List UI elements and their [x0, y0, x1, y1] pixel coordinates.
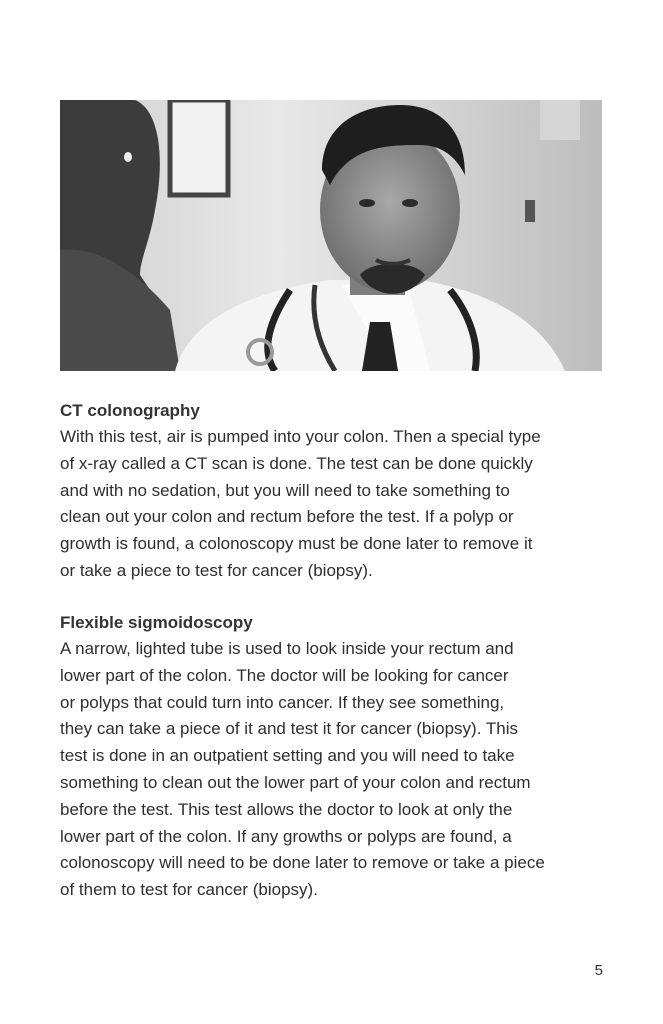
body-text-line: lower part of the colon. The doctor will be looking for cancer [60, 665, 509, 685]
body-text-line: lower part of the colon. If any growths or polyps are found, a [60, 826, 512, 846]
body-text-line: or take a piece to test for cancer (biopsy). [60, 560, 373, 580]
body-text-line: With this test, air is pumped into your colon. Then a special type [60, 427, 541, 446]
flexible-sigmoidoscopy-section [60, 609, 605, 904]
body-text-line: of them to test for cancer (biopsy). [60, 880, 318, 900]
body-text-line: before the test. This test allows the doctor to look at only the [60, 799, 513, 819]
body-text-line: of x-ray called a CT scan is done. The test can be done quickly [60, 453, 533, 473]
page-number: 5 [594, 962, 603, 979]
body-text-line: or polyps that could turn into cancer. If they see something, [60, 692, 505, 712]
body-text-line: test is done in an outpatient setting and you will need to take [60, 746, 515, 766]
section-heading: CT colonography [60, 401, 200, 420]
body-text-line: and with no sedation, but you will need to take something to [60, 480, 510, 500]
section-heading: Flexible sigmoidoscopy [60, 613, 253, 632]
ct-colonography-section [60, 397, 605, 585]
body-text-line: clean out your colon and rectum before the test. If a polyp or [60, 507, 514, 527]
body-text-line: they can take a piece of it and test it for cancer (biopsy). This [60, 719, 518, 739]
body-text-line: something to clean out the lower part of your colon and rectum [60, 772, 531, 792]
body-text-line: colonoscopy will need to be done later to remove or take a piece [60, 853, 545, 873]
body-text-line: growth is found, a colonoscopy must be done later to remove it [60, 534, 533, 554]
doctor-photo [60, 100, 602, 371]
body-text-line: A narrow, lighted tube is used to look inside your rectum and [60, 639, 514, 658]
